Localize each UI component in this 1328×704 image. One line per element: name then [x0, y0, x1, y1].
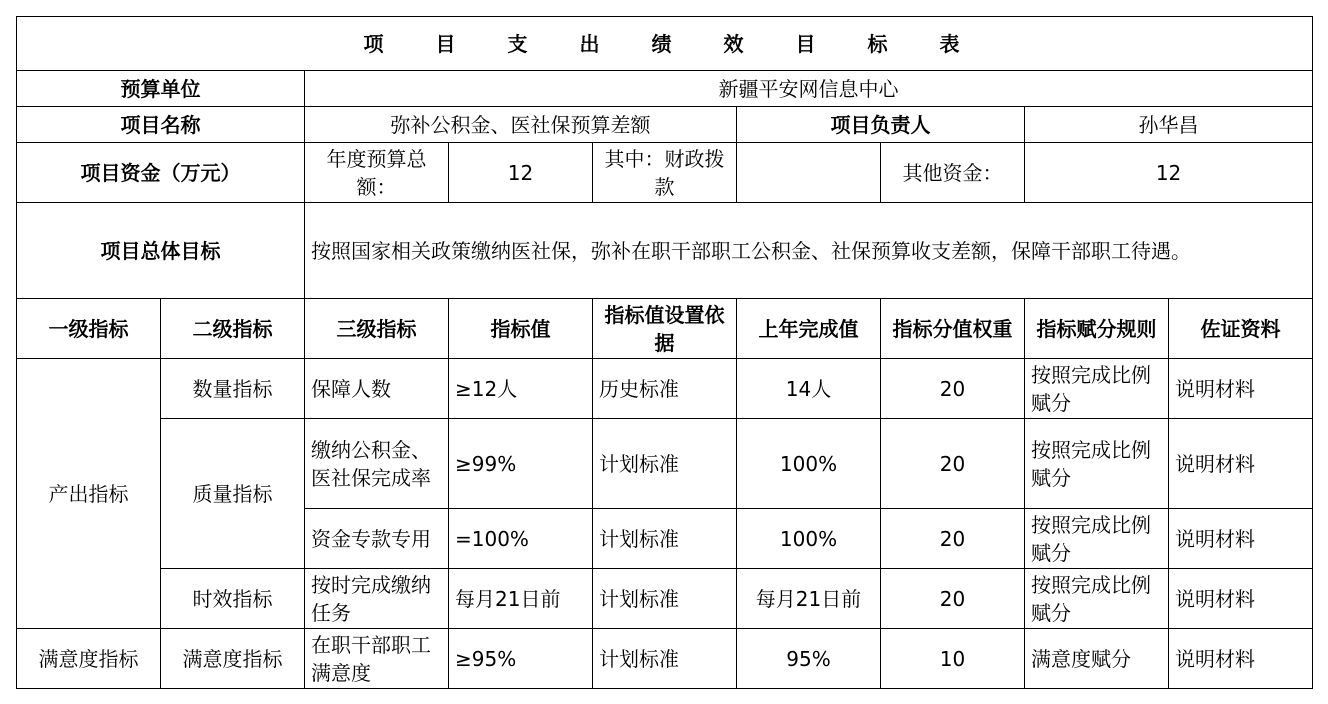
project-leader-label: 项目负责人: [737, 107, 1025, 143]
evidence-cell: 说明材料: [1169, 629, 1313, 689]
project-funds-label: 项目资金（万元）: [17, 143, 305, 203]
fiscal-allocation-label: 其中：财政拨款: [593, 143, 737, 203]
level3-cell: 按时完成缴纳任务: [305, 569, 449, 629]
table-title: 项目支出绩效目标表: [17, 17, 1313, 71]
indicator-header-row: [17, 299, 1313, 359]
budget-unit-label: 预算单位: [17, 71, 305, 107]
last-year-cell: 每月21日前: [737, 569, 881, 629]
annual-budget-total-label: 年度预算总额：: [305, 143, 449, 203]
basis-cell: 计划标准: [593, 629, 737, 689]
rule-cell: 按照完成比例赋分: [1025, 569, 1169, 629]
project-name-value: 弥补公积金、医社保预算差额: [305, 107, 737, 143]
fiscal-allocation-value: [737, 143, 881, 203]
last-year-cell: 100%: [737, 509, 881, 569]
level3-cell: 在职干部职工满意度: [305, 629, 449, 689]
basis-cell: 计划标准: [593, 569, 737, 629]
value-cell: ≥95%: [449, 629, 593, 689]
basis-cell: 计划标准: [593, 509, 737, 569]
level2-cell: 数量指标: [161, 359, 305, 419]
header-value: 指标值: [449, 299, 593, 359]
header-evidence: 佐证资料: [1169, 299, 1313, 359]
header-basis: 指标值设置依据: [593, 299, 737, 359]
table-row: [17, 569, 1313, 629]
level3-cell: 资金专款专用: [305, 509, 449, 569]
level2-cell: 时效指标: [161, 569, 305, 629]
value-cell: ≥99%: [449, 419, 593, 509]
level1-satisfaction: 满意度指标: [17, 629, 161, 689]
annual-budget-total-value: 12: [449, 143, 593, 203]
value-cell: 每月21日前: [449, 569, 593, 629]
evidence-cell: 说明材料: [1169, 419, 1313, 509]
rule-cell: 按照完成比例赋分: [1025, 509, 1169, 569]
level2-cell: 质量指标: [161, 419, 305, 569]
level1-output: 产出指标: [17, 359, 161, 629]
weight-cell: 20: [881, 359, 1025, 419]
value-cell: ≥12人: [449, 359, 593, 419]
table-row: [17, 359, 1313, 419]
evidence-cell: 说明材料: [1169, 569, 1313, 629]
table-row: [17, 419, 1313, 509]
weight-cell: 20: [881, 509, 1025, 569]
last-year-cell: 95%: [737, 629, 881, 689]
level3-cell: 保障人数: [305, 359, 449, 419]
performance-target-table: [16, 16, 1313, 689]
basis-cell: 计划标准: [593, 419, 737, 509]
header-last-year: 上年完成值: [737, 299, 881, 359]
last-year-cell: 14人: [737, 359, 881, 419]
evidence-cell: 说明材料: [1169, 359, 1313, 419]
rule-cell: 满意度赋分: [1025, 629, 1169, 689]
other-funds-label: 其他资金：: [881, 143, 1025, 203]
header-weight: 指标分值权重: [881, 299, 1025, 359]
value-cell: =100%: [449, 509, 593, 569]
weight-cell: 20: [881, 419, 1025, 509]
overall-goal-label: 项目总体目标: [17, 203, 305, 299]
other-funds-value: 12: [1025, 143, 1313, 203]
evidence-cell: 说明材料: [1169, 509, 1313, 569]
weight-cell: 10: [881, 629, 1025, 689]
project-leader-value: 孙华昌: [1025, 107, 1313, 143]
last-year-cell: 100%: [737, 419, 881, 509]
header-level1: 一级指标: [17, 299, 161, 359]
rule-cell: 按照完成比例赋分: [1025, 419, 1169, 509]
table-row: [17, 629, 1313, 689]
level3-cell: 缴纳公积金、医社保完成率: [305, 419, 449, 509]
weight-cell: 20: [881, 569, 1025, 629]
header-level2: 二级指标: [161, 299, 305, 359]
level2-cell: 满意度指标: [161, 629, 305, 689]
overall-goal-value: 按照国家相关政策缴纳医社保，弥补在职干部职工公积金、社保预算收支差额，保障干部职工待遇。: [305, 203, 1313, 299]
header-rule: 指标赋分规则: [1025, 299, 1169, 359]
header-level3: 三级指标: [305, 299, 449, 359]
budget-unit-value: 新疆平安网信息中心: [305, 71, 1313, 107]
rule-cell: 按照完成比例赋分: [1025, 359, 1169, 419]
basis-cell: 历史标准: [593, 359, 737, 419]
project-name-label: 项目名称: [17, 107, 305, 143]
